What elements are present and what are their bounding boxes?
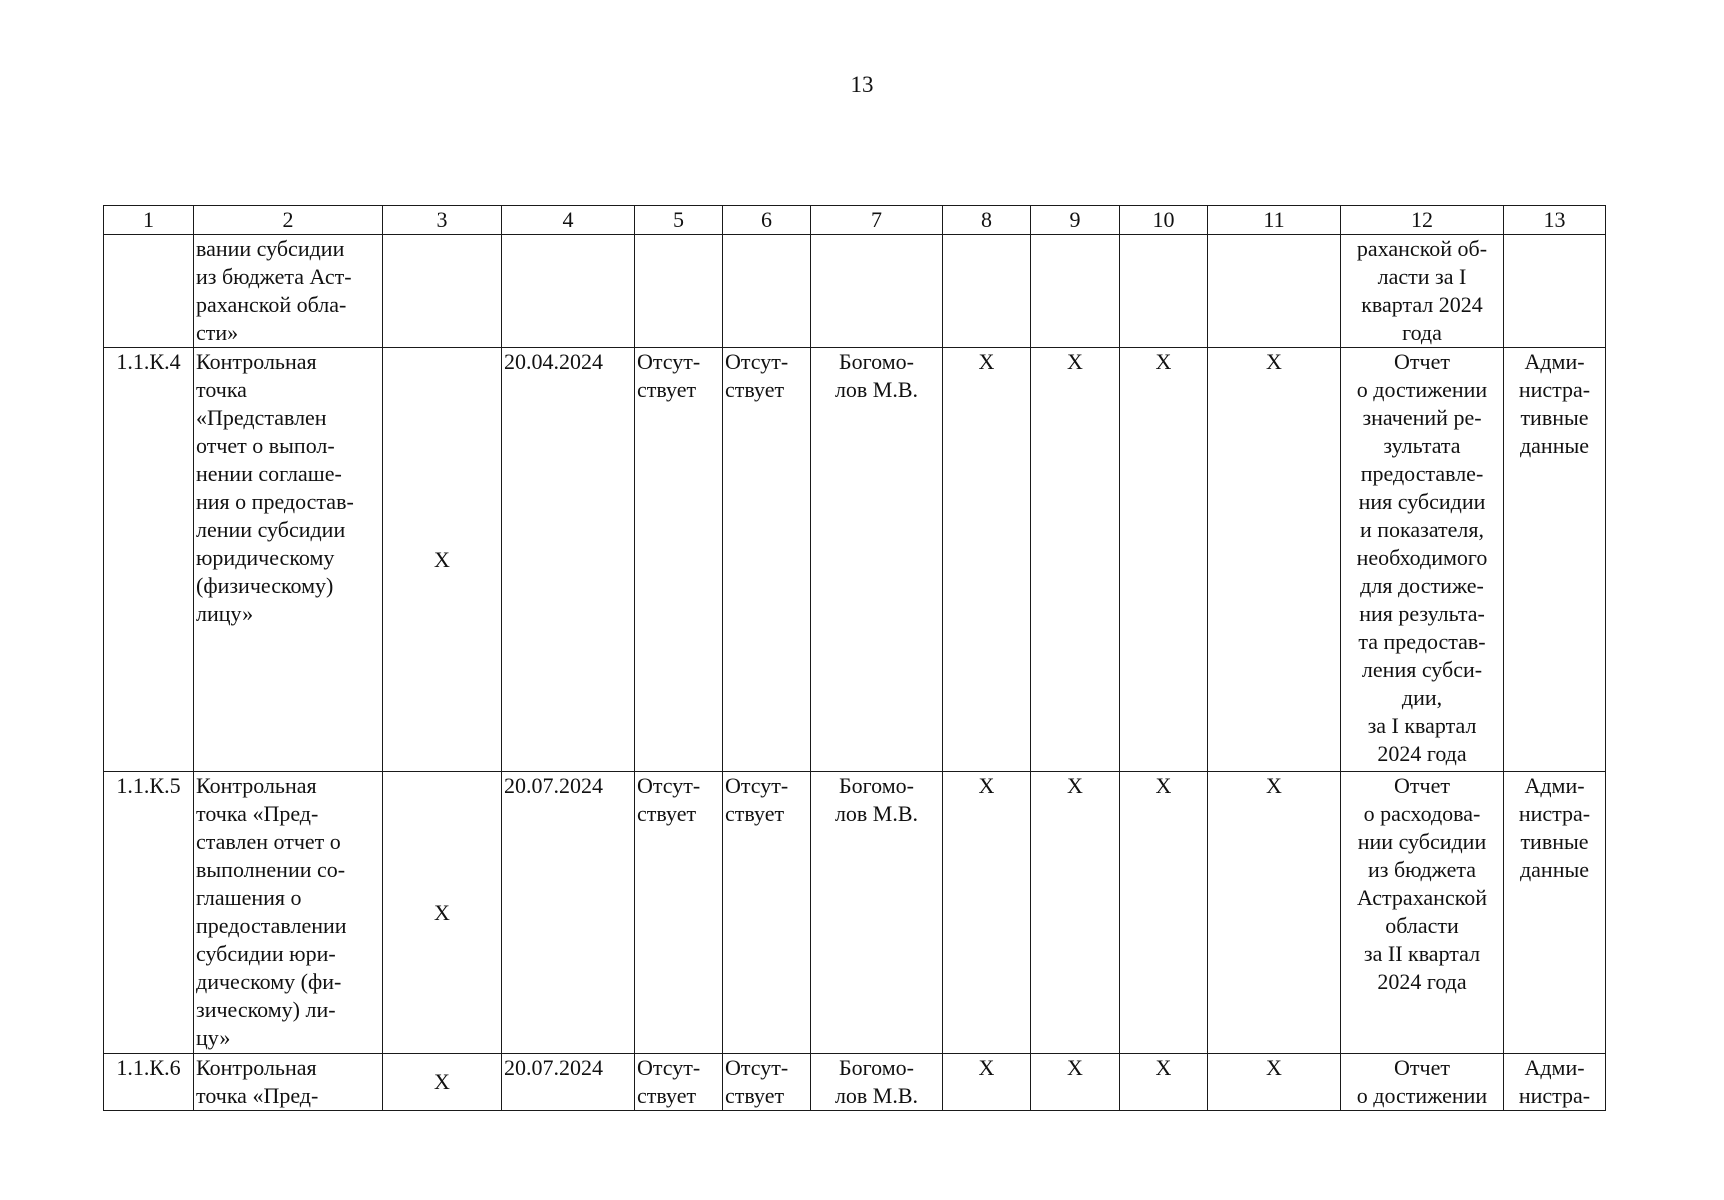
table-cell: Х [1208,1054,1341,1111]
header-cell: 5 [635,206,723,235]
responsible-cell [811,235,943,348]
document-cell: Отчет о достижении значений ре- зультата предоставле- ния субсидии и показателя, необходимого для достиже- ния результа- та предостав- ления субси- дии, за I квартал 2024 года [1341,348,1504,772]
table-cell [383,235,502,348]
table-cell: Отсут- ствует [723,348,811,772]
table-cell: Х [1120,772,1208,1054]
table-cell: Отсут- ствует [723,1054,811,1111]
table-cell: Х [383,1054,502,1111]
table-cell: Отсут- ствует [635,1054,723,1111]
header-cell: 10 [1120,206,1208,235]
responsible-cell: Богомо- лов М.В. [811,348,943,772]
table-cell: Отсут- ствует [635,348,723,772]
row-number-cell: 1.1.К.6 [104,1054,194,1111]
table-cell: Отсут- ствует [723,772,811,1054]
header-cell: 7 [811,206,943,235]
row-number-cell: 1.1.К.4 [104,348,194,772]
source-cell: Адми- нистра- [1504,1054,1606,1111]
control-point-name-cell: Контрольная точка «Пред- [194,1054,383,1111]
header-cell: 2 [194,206,383,235]
table-row [104,235,1606,348]
date-cell: 20.07.2024 [502,772,635,1054]
header-cell: 12 [1341,206,1504,235]
header-cell: 13 [1504,206,1606,235]
control-point-name-cell: вании субсидии из бюджета Аст- раханской обла- сти» [194,235,383,348]
header-cell: 4 [502,206,635,235]
control-points-table [103,205,1606,1111]
header-cell: 6 [723,206,811,235]
control-point-name-cell: Контрольная точка «Пред- ставлен отчет о выполнении со- глашения о предоставлении субсидии юри- дическому (фи- зическому) ли- цу» [194,772,383,1054]
table-row [104,348,1606,772]
document-cell: Отчет о расходова- нии субсидии из бюджета Астраханской области за II квартал 2024 года [1341,772,1504,1054]
responsible-cell: Богомо- лов М.В. [811,772,943,1054]
header-cell: 9 [1031,206,1120,235]
header-cell: 1 [104,206,194,235]
document-cell: Отчет о достижении [1341,1054,1504,1111]
table-cell: Х [943,772,1031,1054]
table-cell [1031,235,1120,348]
table-cell [943,235,1031,348]
header-cell: 11 [1208,206,1341,235]
table-cell [1120,235,1208,348]
table-cell: Х [1120,348,1208,772]
header-cell: 8 [943,206,1031,235]
table-cell: Х [1208,772,1341,1054]
table-cell: Х [1031,1054,1120,1111]
date-cell: 20.07.2024 [502,1054,635,1111]
table-cell [1208,235,1341,348]
table-cell: Х [1031,772,1120,1054]
table-row [104,772,1606,1054]
document-cell: раханской об- ласти за I квартал 2024 года [1341,235,1504,348]
row-number-cell [104,235,194,348]
table-cell: Х [943,348,1031,772]
control-point-name-cell: Контрольная точка «Представлен отчет о выпол- нении соглаше- ния о предостав- лении субсидии юридическому (физическому) лицу» [194,348,383,772]
table-cell [723,235,811,348]
date-cell [502,235,635,348]
table-cell [635,235,723,348]
table-cell: Х [1031,348,1120,772]
source-cell: Адми- нистра- тивные данные [1504,772,1606,1054]
table-row [104,1054,1606,1111]
row-number-cell: 1.1.К.5 [104,772,194,1054]
table-cell: Х [1208,348,1341,772]
page-number: 13 [850,72,874,97]
table-cell: Х [943,1054,1031,1111]
table-cell: Отсут- ствует [635,772,723,1054]
responsible-cell: Богомо- лов М.В. [811,1054,943,1111]
table-cell: Х [383,348,502,772]
table-header-row [104,206,1606,235]
source-cell: Адми- нистра- тивные данные [1504,348,1606,772]
header-cell: 3 [383,206,502,235]
date-cell: 20.04.2024 [502,348,635,772]
table-cell: Х [383,772,502,1054]
source-cell [1504,235,1606,348]
table-cell: Х [1120,1054,1208,1111]
